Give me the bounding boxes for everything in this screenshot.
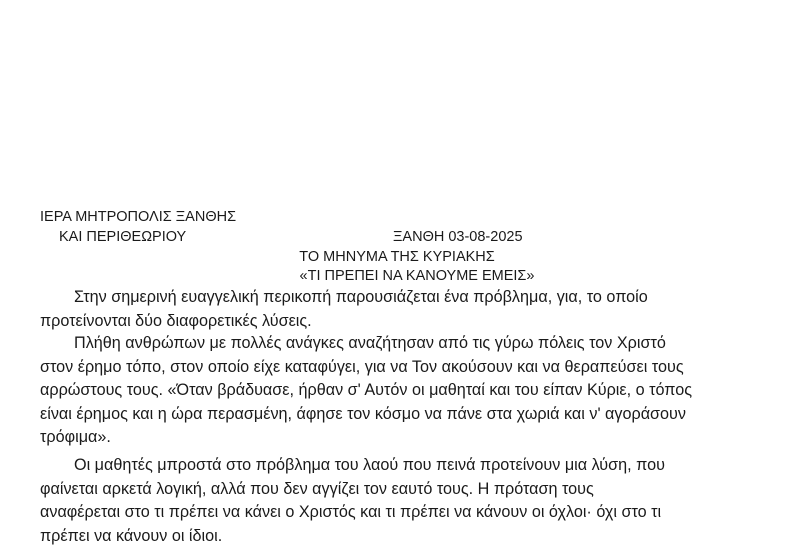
paragraph-line: πρέπει να κάνουν οι ίδιοι. xyxy=(40,525,665,548)
document-subtitle: «ΤΙ ΠΡΕΠΕΙ ΝΑ ΚΑΝΟΥΜΕ ΕΜΕΙΣ» xyxy=(297,267,537,285)
paragraph-line: αναφέρεται στο τι πρέπει να κάνει ο Χριστός και τι πρέπει να κάνουν οι όχλοι· όχι στο τι xyxy=(40,501,665,525)
paragraph xyxy=(40,286,648,333)
paragraph-line: φαίνεται αρκετά λογική, αλλά που δεν αγγίζει τον εαυτό τους. Η πρόταση τους xyxy=(40,478,665,502)
place-and-date: ΞΑΝΘΗ 03-08-2025 xyxy=(393,228,523,246)
paragraph-line: αρρώστους τους. «Όταν βράδυασε, ήρθαν σ' Αυτόν οι μαθηταί και του είπαν Κύριε, ο τόπος xyxy=(40,379,692,403)
paragraph-line: Πλήθη ανθρώπων με πολλές ανάγκες αναζήτησαν από τις γύρω πόλεις τον Χριστό xyxy=(40,332,692,356)
document-title: ΤΟ ΜΗΝΥΜΑ ΤΗΣ ΚΥΡΙΑΚΗΣ xyxy=(297,248,497,266)
paragraph xyxy=(40,332,692,450)
paragraph-line: Στην σημερινή ευαγγελική περικοπή παρουσιάζεται ένα πρόβλημα, για, το οποίο xyxy=(40,286,648,310)
paragraph xyxy=(40,454,665,548)
paragraph-line: τρόφιμα». xyxy=(40,426,692,450)
paragraph-line: προτείνονται δύο διαφορετικές λύσεις. xyxy=(40,310,648,334)
paragraph-line: στον έρημο τόπο, στον οποίο είχε καταφύγει, για να Τον ακούσουν και να θεραπεύσει τους xyxy=(40,356,692,380)
organization-name: ΙΕΡΑ ΜΗΤΡΟΠΟΛΙΣ ΞΑΝΘΗΣ xyxy=(40,208,236,226)
paragraph-line: Οι μαθητές μπροστά στο πρόβλημα του λαού που πεινά προτείνουν μια λύση, που xyxy=(40,454,665,478)
organization-name-line2: ΚΑΙ ΠΕΡΙΘΕΩΡΙΟΥ xyxy=(59,228,186,246)
paragraph-line: είναι έρημος και η ώρα περασμένη, άφησε τον κόσμο να πάνε στα χωριά και ν' αγοράσουν xyxy=(40,403,692,427)
